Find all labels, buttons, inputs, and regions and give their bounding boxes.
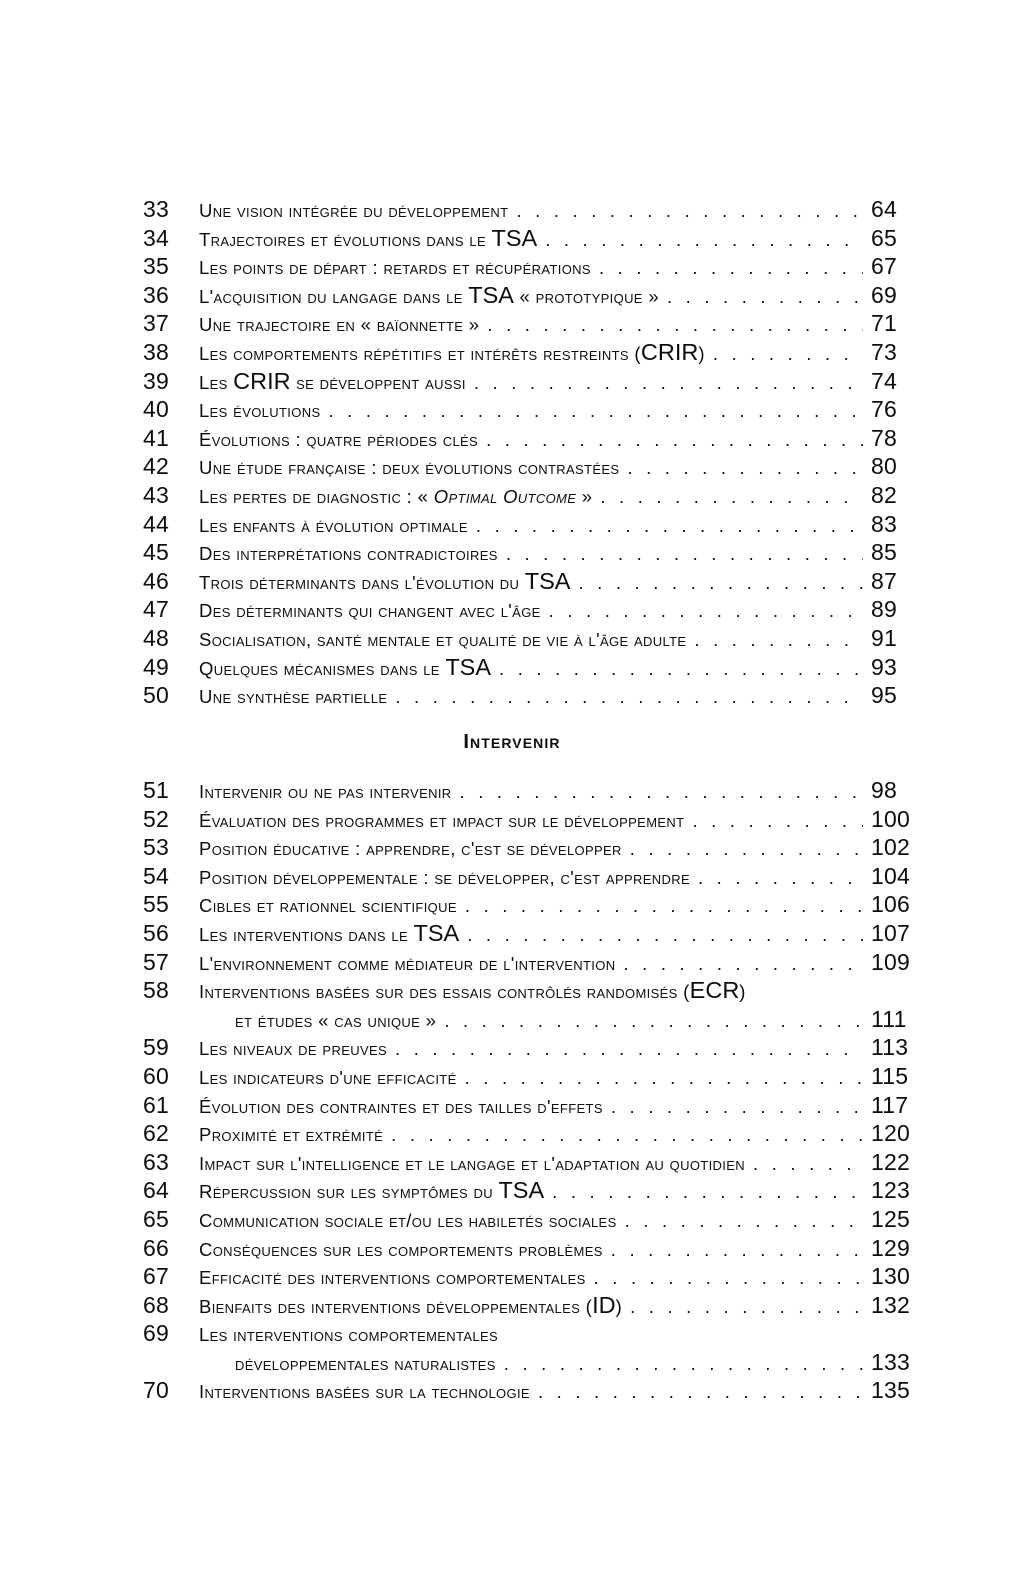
toc-entry-number: 36 [143,281,169,308]
toc-entry[interactable] [143,920,933,949]
toc-entry-number: 61 [143,1091,169,1118]
toc-entry-page-number[interactable]: 65 [871,224,897,251]
toc-entry-number: 42 [143,453,169,480]
toc-entry-page-number[interactable]: 98 [871,777,897,803]
toc-entry-title[interactable]: Des déterminants qui changent avec l'âge [199,600,541,622]
toc-entry-page-number[interactable]: 111 [871,1005,907,1032]
toc-entry[interactable] [143,511,933,540]
toc-entry-page-number[interactable]: 93 [871,653,897,680]
toc-entry[interactable] [143,1092,933,1121]
toc-leader-dots [692,812,863,828]
toc-leader-dots [499,660,863,676]
toc-entry[interactable] [143,425,933,454]
toc-entry-page-number[interactable]: 87 [871,567,897,594]
toc-leader-dots [486,431,863,447]
toc-entry-page-number[interactable]: 76 [871,396,897,423]
toc-entry[interactable] [143,625,933,654]
toc-leader-dots [444,1012,863,1028]
toc-leader-dots [594,1269,863,1285]
toc-entry-title[interactable]: L'acquisition du langage dans le TSA « prototypique » [199,281,659,308]
toc-entry-page-number[interactable]: 120 [871,1120,910,1147]
toc-leader-dots [599,259,863,275]
toc-entry-page-number[interactable]: 102 [871,834,910,861]
toc-entry-page-number[interactable]: 115 [871,1062,909,1089]
toc-entry-title[interactable]: Quelques mécanismes dans le TSA [199,653,492,680]
toc-entry-page-number[interactable]: 89 [871,596,897,623]
toc-leader-dots [506,1325,863,1341]
toc-entry-number: 39 [143,367,169,394]
toc-entry-number: 70 [143,1377,169,1404]
toc-entry-title[interactable]: Les points de départ : retards et récupérations [199,257,591,279]
toc-entry-number: 52 [143,805,169,832]
toc-entry-number: 49 [143,653,169,680]
toc-leader-dots [516,202,863,218]
toc-entry-title[interactable]: Évolutions : quatre périodes clés [199,428,479,450]
toc-leader-dots [630,840,863,856]
toc-entry-number: 65 [143,1205,169,1232]
toc-leader-dots [579,574,864,590]
toc-entry-title[interactable]: Les enfants à évolution optimale [199,514,468,536]
toc-entry-title[interactable]: Les pertes de diagnostic : « Optimal Outcome » [199,485,593,507]
toc-entry-title[interactable]: Trajectoires et évolutions dans le TSA [199,224,538,251]
toc-entry-number: 57 [143,948,169,975]
toc-entry-title[interactable]: Socialisation, santé mentale et qualité de vie à l'âge adulte [199,628,687,650]
toc-leader-dots [476,517,863,533]
toc-entry-title[interactable]: Évolution des contraintes et des tailles d'effets [199,1095,603,1117]
toc-entry-title[interactable]: développementales naturalistes [235,1352,496,1374]
toc-leader-dots [630,1298,863,1314]
toc-entry-page-number[interactable]: 109 [871,948,910,975]
toc-entry-number: 50 [143,682,169,709]
toc-entry-number: 56 [143,919,169,946]
toc-leader-dots [753,1155,863,1171]
toc-entry-title[interactable]: Les interventions dans le TSA [199,919,460,946]
toc-entry-page-number[interactable]: 123 [871,1177,910,1204]
toc-entry-number: 45 [143,539,169,566]
toc-entry-number: 41 [143,424,169,451]
toc-entry-title[interactable]: et études « cas unique » [235,1009,437,1031]
toc-entry[interactable] [143,596,933,625]
toc-entry[interactable] [143,1292,933,1321]
toc-leader-dots [754,982,863,998]
toc-entry-page-number[interactable]: 78 [871,424,897,451]
toc-entry-page-number[interactable]: 113 [871,1034,909,1061]
toc-entry-page-number[interactable]: 91 [871,624,897,651]
toc-entry-page-number[interactable]: 74 [871,367,897,394]
toc-entry-page-number[interactable]: 64 [871,196,897,222]
toc-entry[interactable] [143,1206,933,1235]
toc-entry[interactable] [143,396,933,425]
toc-entry-number: 68 [143,1291,169,1318]
toc-entry-page-number[interactable]: 69 [871,281,897,308]
toc-entry-number: 62 [143,1120,169,1147]
toc-entry[interactable] [143,539,933,568]
toc-leader-dots [460,783,863,799]
toc-entry[interactable] [143,777,933,806]
toc-leader-dots [667,288,863,304]
toc-entry-title[interactable]: Évaluation des programmes et impact sur le développement [199,809,685,831]
toc-entry-title[interactable]: Trois déterminants dans l'évolution du TSA [199,567,571,594]
toc-entry-number: 43 [143,481,169,508]
toc-entry[interactable] [143,1120,933,1149]
toc-entry-title[interactable]: Interventions basées sur la technologie [199,1381,530,1403]
toc-entry-page-number[interactable]: 67 [871,253,897,280]
toc-entry[interactable] [143,806,933,835]
toc-leader-dots [552,1183,863,1199]
toc-entry[interactable] [143,1349,933,1378]
toc-entry-number: 51 [143,777,169,803]
toc-leader-dots [611,1098,863,1114]
toc-entry-number: 48 [143,624,169,651]
toc-entry[interactable] [143,196,933,225]
toc-entry-number: 53 [143,834,169,861]
toc-leader-dots [549,602,863,618]
toc-leader-dots [395,1040,863,1056]
toc-leader-dots [395,688,863,704]
toc-entry[interactable] [143,1235,933,1264]
toc-entry-page-number[interactable]: 135 [871,1377,910,1404]
toc-entry-page-number[interactable]: 122 [871,1148,910,1175]
toc-entry[interactable] [143,482,933,511]
toc-entry[interactable] [143,1320,933,1349]
toc-entry-number: 33 [143,196,169,222]
toc-list-part-two [143,777,933,1406]
toc-entry-number: 46 [143,567,169,594]
toc-entry-title[interactable]: Les indicateurs d'une efficacité [199,1066,457,1088]
toc-leader-dots [487,316,863,332]
toc-entry-title[interactable]: Position éducative : apprendre, c'est se développer [199,838,622,860]
toc-entry-page-number[interactable]: 80 [871,453,897,480]
toc-entry[interactable] [143,949,933,978]
toc-leader-dots [506,545,863,561]
toc-entry-number: 59 [143,1034,169,1061]
toc-entry-number: 54 [143,862,169,889]
toc-leader-dots [465,897,863,913]
toc-leader-dots [611,1241,863,1257]
toc-entry-number: 58 [143,977,169,1004]
toc-entry-number: 35 [143,253,169,280]
toc-leader-dots [545,231,863,247]
toc-entry-title[interactable]: Une trajectoire en « baïonnette » [199,314,480,336]
toc-entry-number: 55 [143,891,169,918]
toc-entry-page-number[interactable]: 100 [871,805,910,832]
toc-leader-dots [474,374,863,390]
toc-entry-number: 64 [143,1177,169,1204]
toc-entry-title[interactable]: Communication sociale et/ou les habiletés sociales [199,1209,617,1231]
toc-entry[interactable] [143,977,933,1006]
toc-leader-dots [623,955,863,971]
toc-entry-title[interactable]: Les comportements répétitifs et intérêts restreints (CRIR) [199,338,705,365]
toc-entry-page-number[interactable]: 133 [871,1348,910,1375]
toc-entry-page-number[interactable]: 95 [871,682,897,709]
toc-entry-number: 67 [143,1263,169,1290]
toc-leader-dots [694,631,863,647]
toc-entry-title[interactable]: Efficacité des interventions comportementales [199,1267,586,1289]
toc-leader-dots [627,459,863,475]
toc-entry-number: 38 [143,338,169,365]
toc-entry-page-number[interactable]: 117 [871,1091,909,1118]
toc-entry-title[interactable]: Cibles et rationnel scientifique [199,895,457,917]
toc-entry-title[interactable]: Proximité et extrémité [199,1124,384,1146]
toc-entry-title[interactable]: Interventions basées sur des essais contrôlés randomisés (ECR) [199,977,746,1004]
toc-entry[interactable] [143,891,933,920]
toc-entry-number: 40 [143,396,169,423]
toc-entry[interactable] [143,1177,933,1206]
toc-entry-title[interactable]: Les interventions comportementales [199,1324,499,1346]
section-heading-intervenir: Intervenir [463,731,561,753]
toc-entry-title[interactable]: Conséquences sur les comportements problèmes [199,1238,603,1260]
toc-entry[interactable] [143,368,933,397]
toc-entry-title[interactable]: Bienfaits des interventions développementales (ID) [199,1291,623,1318]
toc-entry-number: 63 [143,1148,169,1175]
toc-entry[interactable] [143,654,933,683]
toc-entry-page-number[interactable]: 71 [871,310,897,337]
toc-entry[interactable] [143,863,933,892]
toc-entry[interactable] [143,1006,933,1035]
toc-entry-page-number[interactable]: 107 [871,919,910,946]
toc-entry-title[interactable]: Répercussion sur les symptômes du TSA [199,1177,545,1204]
toc-entry-title[interactable]: Impact sur l'intelligence et le langage et l'adaptation au quotidien [199,1152,746,1174]
toc-entry[interactable] [143,310,933,339]
toc-entry[interactable] [143,253,933,282]
toc-entry-number: 66 [143,1234,169,1261]
toc-entry[interactable] [143,568,933,597]
toc-entry-page-number[interactable]: 83 [871,510,897,537]
toc-entry[interactable] [143,1377,933,1406]
toc-leader-dots [328,402,863,418]
toc-entry-page-number[interactable]: 129 [871,1234,910,1261]
toc-entry-title[interactable]: L'environnement comme médiateur de l'intervention [199,952,616,974]
toc-entry[interactable] [143,1149,933,1178]
toc-leader-dots [625,1212,863,1228]
toc-entry-title[interactable]: Une étude française : deux évolutions contrastées [199,457,620,479]
toc-leader-dots [391,1126,863,1142]
toc-entry[interactable] [143,225,933,254]
toc-entry-number: 69 [143,1320,169,1347]
toc-entry-page-number[interactable]: 106 [871,891,910,918]
toc-entry[interactable] [143,1263,933,1292]
toc-entry[interactable] [143,282,933,311]
toc-entry-title[interactable]: Intervenir ou ne pas intervenir [199,781,452,802]
toc-entry-number: 37 [143,310,169,337]
toc-leader-dots [465,1069,863,1085]
toc-leader-dots [698,869,863,885]
toc-entry-page-number[interactable]: 82 [871,481,897,508]
toc-entry[interactable] [143,453,933,482]
toc-entry-page-number[interactable]: 125 [871,1205,910,1232]
toc-entry-page-number[interactable]: 104 [871,862,910,889]
toc-entry-title[interactable]: Une vision intégrée du développement [199,200,509,221]
toc-entry[interactable] [143,1034,933,1063]
toc-entry[interactable] [143,834,933,863]
toc-entry-number: 44 [143,510,169,537]
toc-entry-title[interactable]: Les CRIR se développent aussi [199,367,466,394]
toc-entry-title[interactable]: Une synthèse partielle [199,686,388,708]
toc-entry-page-number[interactable]: 85 [871,539,897,566]
toc-entry-number: 34 [143,224,169,251]
toc-leader-dots [600,488,863,504]
toc-entry-number: 60 [143,1062,169,1089]
toc-entry[interactable] [143,682,933,711]
toc-leader-dots [713,345,863,361]
toc-entry[interactable] [143,339,933,368]
toc-entry-title[interactable]: Des interprétations contradictoires [199,543,498,565]
toc-leader-dots [504,1355,863,1371]
toc-entry-page-number[interactable]: 73 [871,338,897,365]
toc-entry-title[interactable]: Les évolutions [199,400,321,422]
toc-entry-page-number[interactable]: 130 [871,1263,910,1290]
toc-list-part-one [143,196,933,711]
toc-entry-page-number[interactable]: 132 [871,1291,910,1318]
toc-entry[interactable] [143,1063,933,1092]
toc-leader-dots [538,1383,863,1399]
toc-entry-number: 47 [143,596,169,623]
toc-entry-title[interactable]: Position développementale : se développer, c'est apprendre [199,866,690,888]
toc-entry-title[interactable]: Les niveaux de preuves [199,1038,388,1060]
toc-leader-dots [467,926,863,942]
